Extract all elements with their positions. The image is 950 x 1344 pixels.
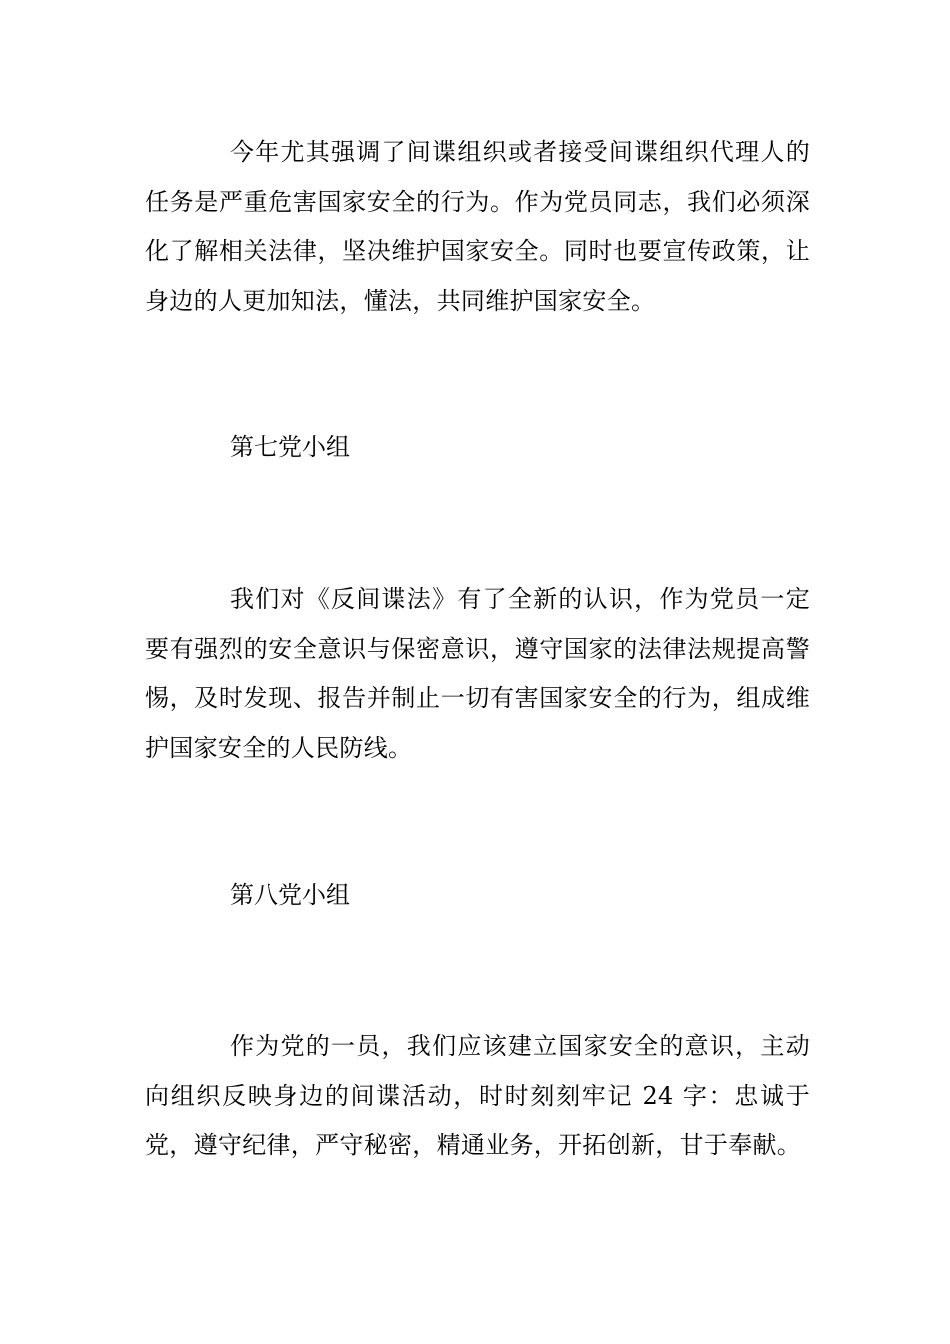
body-paragraph-3: 作为党的一员，我们应该建立国家安全的意识，主动向组织反映身边的间谍活动，时时刻刻牢记 24 字：忠诚于党，遵守纪律，严守秘密，精通业务，开拓创新，甘于奉献。	[145, 1032, 810, 1159]
section-heading-group-8: 第八党小组	[230, 881, 350, 909]
body-paragraph-2: 我们对《反间谍法》有了全新的认识，作为党员一定要有强烈的安全意识与保密意识，遵守国家的法律法规提高警惕，及时发现、报告并制止一切有害国家安全的行为，组成维护国家安全的人民防线。	[145, 585, 810, 762]
body-paragraph-1: 今年尤其强调了间谍组织或者接受间谍组织代理人的任务是严重危害国家安全的行为。作为党员同志，我们必须深化了解相关法律，坚决维护国家安全。同时也要宣传政策，让身边的人更加知法，懂法，共同维护国家安全。	[145, 138, 810, 315]
section-heading-group-7: 第七党小组	[230, 433, 350, 461]
